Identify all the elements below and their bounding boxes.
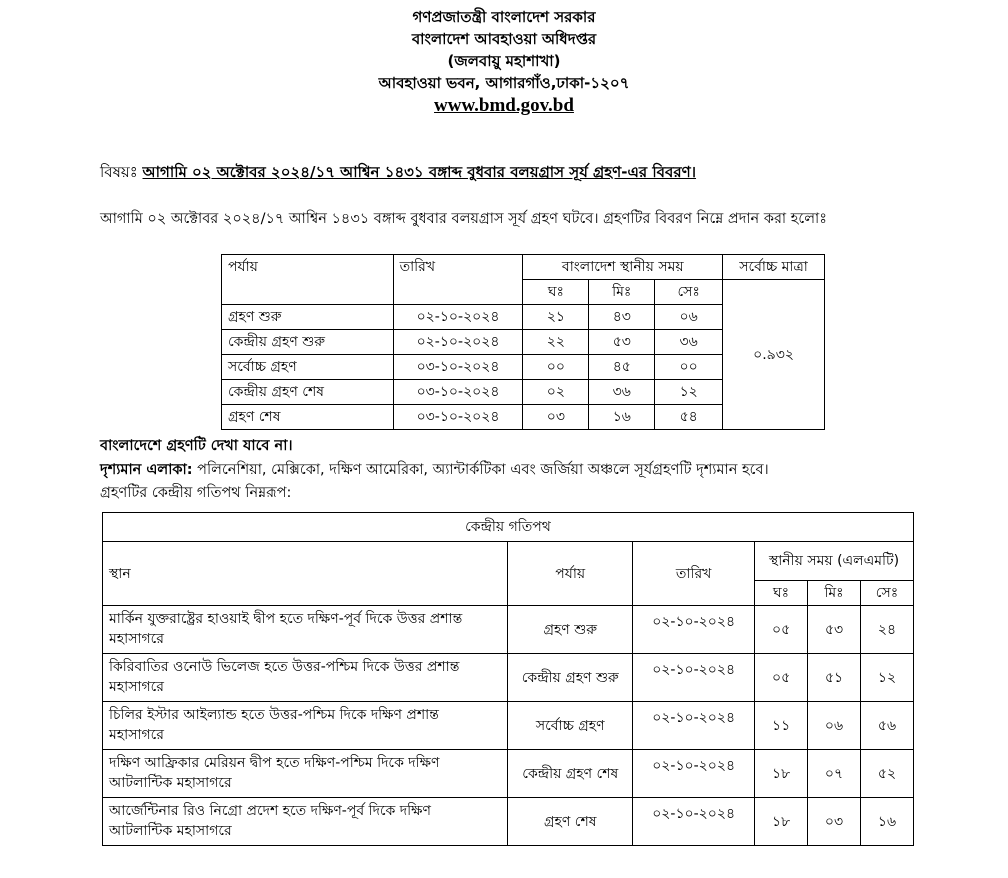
- division-name: (জলবায়ু মহাশাখা): [447, 52, 561, 70]
- phase-cell: গ্রহণ শুরু: [508, 606, 633, 654]
- minute-cell: ০৭: [808, 750, 861, 798]
- phase-cell: গ্রহণ শেষ: [222, 405, 394, 430]
- hour-cell: ০২: [523, 380, 589, 405]
- phase-cell: কেন্দ্রীয় গ্রহণ শুরু: [222, 330, 394, 355]
- phase-cell: সর্বোচ্চ গ্রহণ: [508, 702, 633, 750]
- header-local-time: স্থানীয় সময় (এলএমটি): [755, 542, 914, 581]
- subject-label: বিষয়ঃ: [100, 163, 143, 181]
- hour-cell: ১৮: [755, 798, 808, 846]
- visible-area-note: [100, 459, 769, 483]
- not-visible-note: বাংলাদেশে গ্রহণটি দেখা যাবে না।: [100, 438, 293, 454]
- subject-line: [100, 161, 696, 186]
- department-name: বাংলাদেশ আবহাওয়া অধিদপ্তর: [411, 30, 597, 48]
- second-cell: ৫৪: [655, 405, 723, 430]
- date-cell: ০৩-১০-২০২৪: [393, 405, 523, 430]
- date-cell: ০২-১০-২০২৪: [633, 750, 755, 798]
- header-hour: ঘঃ: [523, 280, 589, 305]
- hour-cell: ১৮: [755, 750, 808, 798]
- table-row: [103, 606, 914, 654]
- second-cell: ০৬: [655, 305, 723, 330]
- minute-cell: ৫৩: [808, 606, 861, 654]
- letterhead: [0, 6, 1008, 118]
- header-phase: পর্যায়: [508, 542, 633, 606]
- hour-cell: ২১: [523, 305, 589, 330]
- date-cell: ০৩-১০-২০২৪: [393, 380, 523, 405]
- phase-cell: কেন্দ্রীয় গ্রহণ শুরু: [508, 654, 633, 702]
- second-cell: ১২: [655, 380, 723, 405]
- place-cell: [103, 702, 508, 750]
- phase-cell: কেন্দ্রীয় গ্রহণ শেষ: [508, 750, 633, 798]
- govt-name: গণপ্রজাতন্ত্রী বাংলাদেশ সরকার: [412, 8, 596, 26]
- phase-cell: সর্বোচ্চ গ্রহণ: [222, 355, 394, 380]
- visible-area-label: দৃশ্যমান এলাকা:: [100, 462, 193, 478]
- hour-cell: ১১: [755, 702, 808, 750]
- minute-cell: ৪৫: [589, 355, 655, 380]
- visible-area-text: পলিনেশিয়া, মেক্সিকো, দক্ষিণ আমেরিকা, অ্যান্টার্কটিকা এবং জর্জিয়া অঞ্চলে সূর্যগ্রহণটি দৃশ্যমান হবে।: [192, 462, 769, 478]
- second-cell: ০০: [655, 355, 723, 380]
- minute-cell: ৫৩: [589, 330, 655, 355]
- path-intro: গ্রহণটির কেন্দ্রীয় গতিপথ নিম্নরূপ:: [100, 485, 292, 501]
- hour-cell: ০৫: [755, 606, 808, 654]
- header-max-magnitude: সর্বোচ্চ মাত্রা: [723, 255, 825, 280]
- date-cell: ০২-১০-২০২৪: [393, 330, 523, 355]
- place-line-1: দক্ষিণ আফ্রিকার মেরিয়ন দ্বীপ হতে দক্ষিণ-পশ্চিম দিকে দক্ষিণ: [109, 755, 440, 771]
- header-place: স্থান: [103, 542, 508, 606]
- minute-cell: ১৬: [589, 405, 655, 430]
- phase-cell: কেন্দ্রীয় গ্রহণ শেষ: [222, 380, 394, 405]
- date-cell: ০২-১০-২০২৪: [633, 798, 755, 846]
- table-row: [103, 750, 914, 798]
- header-phase: পর্যায়: [222, 255, 394, 305]
- max-magnitude-value: ০.৯৩২: [723, 280, 825, 430]
- subject-text: আগামি ০২ অক্টোবর ২০২৪/১৭ আশ্বিন ১৪৩১ বঙ্গাব্দ বুধবার বলয়গ্রাস সূর্য গ্রহণ-এর বিবরণ।: [142, 163, 697, 181]
- date-cell: ০২-১০-২০২৪: [633, 606, 755, 654]
- hour-cell: ০৩: [523, 405, 589, 430]
- website-link[interactable]: www.bmd.gov.bd: [434, 95, 574, 116]
- header-local-time: বাংলাদেশ স্থানীয় সময়: [523, 255, 723, 280]
- place-cell: [103, 606, 508, 654]
- hour-cell: ০৫: [755, 654, 808, 702]
- place-cell: [103, 654, 508, 702]
- place-cell: [103, 750, 508, 798]
- table-row: [103, 798, 914, 846]
- phase-cell: গ্রহণ শুরু: [222, 305, 394, 330]
- second-cell: ১৬: [861, 798, 914, 846]
- minute-cell: ৫১: [808, 654, 861, 702]
- place-line-2: মহাসাগরে: [109, 727, 164, 743]
- phase-cell: গ্রহণ শেষ: [508, 798, 633, 846]
- header-second: সেঃ: [655, 280, 723, 305]
- header-minute: মিঃ: [589, 280, 655, 305]
- address: আবহাওয়া ভবন, আগারগাঁও,ঢাকা-১২০৭: [378, 74, 630, 92]
- second-cell: ১২: [861, 654, 914, 702]
- hour-cell: ২২: [523, 330, 589, 355]
- intro-paragraph: আগামি ০২ অক্টোবর ২০২৪/১৭ আশ্বিন ১৪৩১ বঙ্গাব্দ বুধবার বলয়গ্রাস সূর্য গ্রহণ ঘটবে। গ্রহণটির বিবরণ নিম্নে প্রদান করা হলোঃ: [100, 211, 827, 227]
- date-cell: ০২-১০-২০২৪: [633, 702, 755, 750]
- minute-cell: ৪৩: [589, 305, 655, 330]
- table-row: [103, 702, 914, 750]
- second-cell: ৫৬: [861, 702, 914, 750]
- header-second: সেঃ: [861, 581, 914, 606]
- header-date: তারিখ: [393, 255, 523, 305]
- minute-cell: ৩৬: [589, 380, 655, 405]
- second-cell: ৩৬: [655, 330, 723, 355]
- header-minute: মিঃ: [808, 581, 861, 606]
- minute-cell: ০৬: [808, 702, 861, 750]
- place-line-2: আটলান্টিক মহাসাগরে: [109, 823, 232, 839]
- place-line-1: আর্জেন্টিনার রিও নিগ্রো প্রদেশ হতে দক্ষিণ-পূর্ব দিকে দক্ষিণ: [109, 803, 431, 819]
- second-cell: ৫২: [861, 750, 914, 798]
- table-row: [103, 654, 914, 702]
- minute-cell: ০৩: [808, 798, 861, 846]
- path-table-title: কেন্দ্রীয় গতিপথ: [103, 513, 914, 542]
- place-cell: [103, 798, 508, 846]
- header-date: তারিখ: [633, 542, 755, 606]
- header-hour: ঘঃ: [755, 581, 808, 606]
- place-line-1: কিরিবাতির ওনোউ ভিলেজ হতে উত্তর-পশ্চিম দিকে উত্তর প্রশান্ত: [109, 659, 460, 675]
- place-line-1: মার্কিন যুক্তরাষ্ট্রের হাওয়াই দ্বীপ হতে দক্ষিণ-পূর্ব দিকে উত্তর প্রশান্ত: [109, 611, 463, 627]
- eclipse-phase-table: [221, 254, 825, 430]
- hour-cell: ০০: [523, 355, 589, 380]
- place-line-2: মহাসাগরে: [109, 679, 164, 695]
- date-cell: ০২-১০-২০২৪: [633, 654, 755, 702]
- place-line-2: আটলান্টিক মহাসাগরে: [109, 775, 232, 791]
- date-cell: ০৩-১০-২০২৪: [393, 355, 523, 380]
- place-line-2: মহাসাগরে: [109, 631, 164, 647]
- date-cell: ০২-১০-২০২৪: [393, 305, 523, 330]
- place-line-1: চিলির ইস্টার আইল্যান্ড হতে উত্তর-পশ্চিম দিকে দক্ষিণ প্রশান্ত: [109, 707, 439, 723]
- central-path-table: [102, 512, 914, 846]
- second-cell: ২৪: [861, 606, 914, 654]
